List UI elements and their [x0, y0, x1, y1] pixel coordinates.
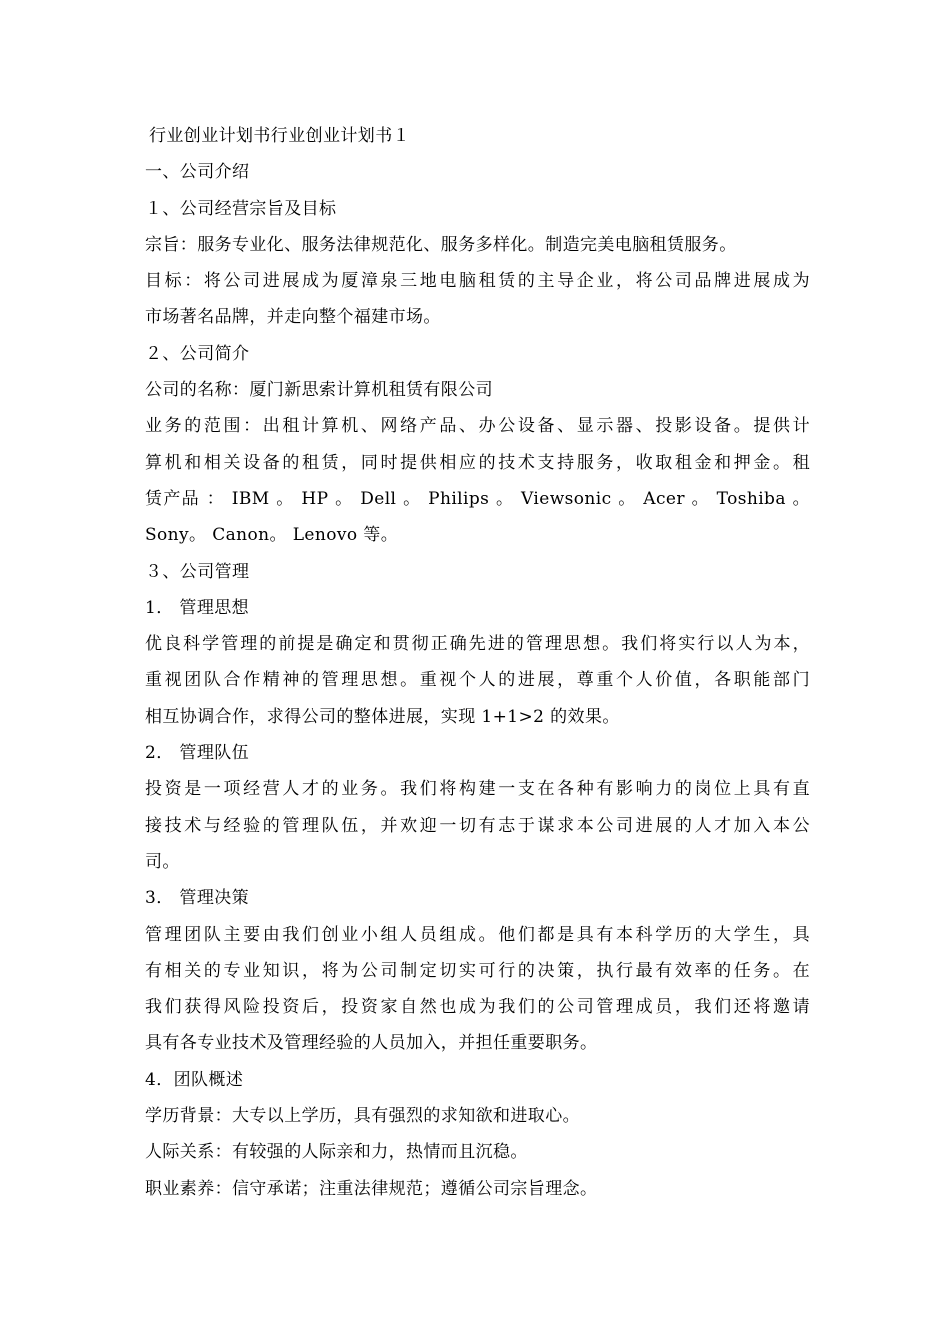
- paragraph-line: 投资是一项经营人才的业务。我们将构建一支在各种有影响力的岗位上具有直: [145, 779, 810, 800]
- subsection-heading: ３、公司管理: [145, 561, 250, 582]
- paragraph-line: 学历背景：大专以上学历，具有强烈的求知欲和进取心。: [145, 1106, 580, 1127]
- paragraph-line: 司。: [145, 851, 180, 872]
- item-heading: 1． 管理思想: [145, 597, 250, 618]
- paragraph-line: 宗旨：服务专业化、服务法律规范化、服务多样化。制造完美电脑租赁服务。: [145, 234, 737, 255]
- item-heading: 3． 管理决策: [145, 888, 250, 909]
- paragraph-line: 有相关的专业知识，将为公司制定切实可行的决策，执行最有效率的任务。在: [145, 960, 810, 981]
- paragraph-line: 重视团队合作精神的管理思想。重视个人的进展，尊重个人价值，各职能部门: [145, 670, 810, 691]
- paragraph-line: 公司的名称：厦门新思索计算机租赁有限公司: [145, 380, 493, 401]
- section-heading: 一、公司介绍: [145, 162, 250, 183]
- paragraph-line: 管理团队主要由我们创业小组人员组成。他们都是具有本科学历的大学生，具: [145, 924, 810, 945]
- paragraph-line: 市场著名品牌，并走向整个福建市场。: [145, 307, 441, 328]
- item-heading: 2． 管理队伍: [145, 743, 250, 764]
- paragraph-line: 接技术与经验的管理队伍，并欢迎一切有志于谋求本公司进展的人才加入本公: [145, 815, 810, 836]
- paragraph-line: 职业素养：信守承诺；注重法律规范；遵循公司宗旨理念。: [145, 1178, 598, 1199]
- document-title: 行业创业计划书行业创业计划书１: [149, 126, 410, 146]
- paragraph-line: 算机和相关设备的租赁，同时提供相应的技术支持服务，收取租金和押金。租: [145, 452, 810, 473]
- paragraph-line: 人际关系：有较强的人际亲和力，热情而且沉稳。: [145, 1142, 528, 1163]
- paragraph-line: 业务的范围：出租计算机、网络产品、办公设备、显示器、投影设备。提供计: [145, 416, 810, 437]
- subsection-heading: １、公司经营宗旨及目标: [145, 198, 337, 219]
- paragraph-line: 我们获得风险投资后，投资家自然也成为我们的公司管理成员，我们还将邀请: [145, 997, 810, 1018]
- paragraph-line: 目标：将公司进展成为厦漳泉三地电脑租赁的主导企业，将公司品牌进展成为: [145, 271, 810, 292]
- document-body: [145, 118, 810, 1207]
- item-heading: 4．团队概述: [145, 1069, 244, 1090]
- paragraph-line: 具有各专业技术及管理经验的人员加入，并担任重要职务。: [145, 1033, 598, 1054]
- subsection-heading: ２、公司简介: [145, 343, 250, 364]
- paragraph-line: 相互协调合作，求得公司的整体进展，实现 1+1>2 的效果。: [145, 706, 620, 727]
- paragraph-line: 优良科学管理的前提是确定和贯彻正确先进的管理思想。我们将实行以人为本，: [145, 634, 810, 655]
- paragraph-line: Sony。 Canon。 Lenovo 等。: [145, 525, 399, 546]
- paragraph-line: 赁产品 ： IBM 。 HP 。 Dell 。 Philips 。 Viewsonic 。 Acer 。 Toshiba 。: [145, 488, 810, 509]
